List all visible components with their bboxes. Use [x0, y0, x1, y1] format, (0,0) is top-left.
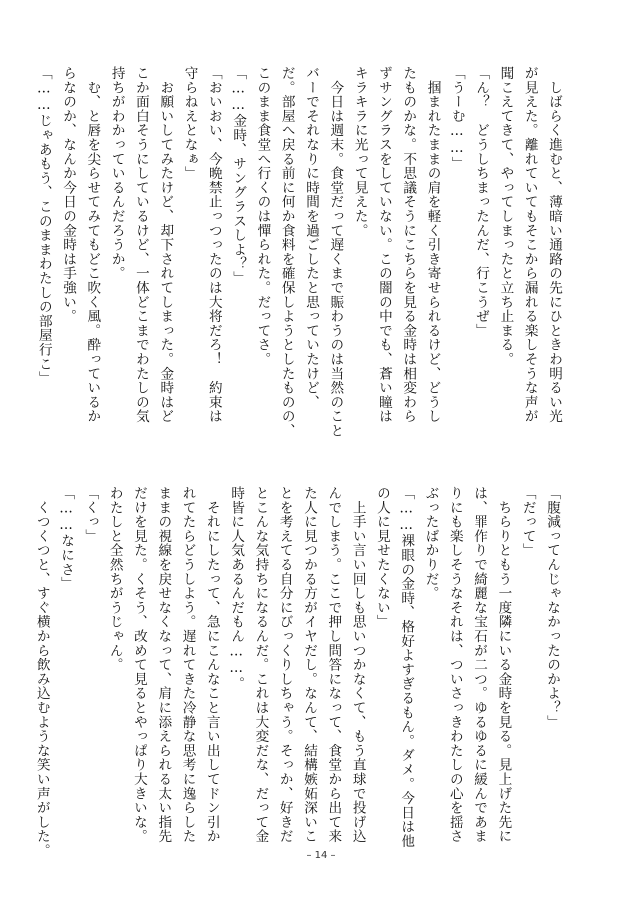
text-line: りにも楽しそうなそれは、ついさっきわたしの心を揺さ	[446, 486, 463, 844]
text-line: 「……金時、サングラスしよ？」	[230, 66, 247, 286]
text-line: とこんな気持ちになるんだ。これは大変だな、だって金	[252, 486, 269, 844]
text-line: このまま食堂へ行くのは憚られた。だってさ。	[254, 66, 271, 367]
text-line: 「ん？ どうしちまったんだ、行こうぜ」	[473, 66, 490, 338]
text-line: れてたらどうしよう。遅れてきた冷静な思考に逸らした	[179, 486, 196, 844]
text-line: とを考えてる自分にびっくりしちゃう。そっか、好きだ	[276, 486, 293, 844]
page-number: – 14 –	[306, 850, 336, 861]
text-line: は、罪作りで綺麗な宝石が二つ。ゆるゆるに緩んであま	[471, 486, 488, 844]
text-line: 「……じゃあもう、このままわたしの部屋行こ」	[35, 66, 52, 386]
text-line: の人に見せたくない」	[373, 486, 390, 629]
text-line: バーでそれなりに時間を過ごしたと思っていたけど、	[303, 66, 320, 410]
text-line: む、と唇を尖らせてみてもどこ吹く風。酔っているか	[84, 66, 101, 424]
text-line: キラキラに光って見えた。	[351, 66, 368, 238]
text-line: お願いしてみたけど、却下されてしまった。金時はど	[157, 66, 174, 424]
text-line: 「……裸眼の金時、格好よすぎるもん。ダメ。今日は他	[398, 486, 415, 849]
text-line: ずサングラスをしていない。この闇の中でも、蒼い瞳は	[375, 66, 392, 424]
text-line: 「おいおい、今晩禁止っつったのは大将だろ！ 約束は	[205, 66, 222, 424]
text-line: だ。部屋へ戻る前に何か食料を確保しようとしたものの、	[278, 66, 295, 438]
text-line: 「うーむ……」	[448, 66, 465, 171]
text-line: 「くっ」	[82, 486, 99, 544]
text-line: だけを見た。くそう、改めて見るとやっぱり大きいな。	[130, 486, 147, 844]
text-line: んでしまう。ここで押し問答になって、食堂から出て来	[325, 486, 342, 844]
text-line: 上手い言い回しも思いつかなくて、もう直球で投げ込	[349, 486, 366, 844]
text-line: しばらく進むと、薄暗い通路の先にひときわ明るい光	[546, 66, 562, 424]
text-line: 「……なにさ」	[58, 486, 75, 591]
text-block-top	[31, 66, 566, 438]
text-line: 守らねえとなぁ」	[181, 66, 198, 181]
text-line: 掴まれたままの肩を軽く引き寄せられるけど、どうし	[424, 66, 441, 424]
text-line: 持ちがわかっているんだろうか。	[108, 66, 125, 281]
text-line: 聞こえてきて、やってしまったと立ち止まる。	[497, 66, 514, 367]
text-line: こか面白そうにしているけど、一体どこまでわたしの気	[132, 66, 149, 424]
text-line: ままの視線を戻せなくなって、肩に添えられる太い指先	[155, 486, 172, 844]
text-line: それにしたって、急にこんなこと言い出してドン引か	[203, 486, 220, 844]
text-line: たものかな。不思議そうにこちらを見る金時は相変わら	[400, 66, 417, 424]
text-line: 時皆に人気あるんだもん……。	[228, 486, 245, 691]
text-line: 「だって」	[519, 486, 536, 558]
text-line: が見えた。離れていてもそこから漏れる楽しそうな声が	[521, 66, 538, 424]
text-line: た人に見つかる方がイヤだし。なんて、結構嫉妬深いこ	[301, 486, 318, 844]
text-line: らなのか、なんか今日の金時は手強い。	[60, 66, 77, 324]
text-line: 「腹減ってんじゃなかったのかよ？」	[544, 486, 560, 730]
text-line: ぶったばかりだ。	[422, 486, 439, 601]
text-line: くつくつと、すぐ横から飲み込むような笑い声がした。	[33, 486, 50, 858]
text-line: 今日は週末。食堂だって遅くまで賑わうのは当然のこと	[327, 66, 344, 438]
text-line: ちらりともう一度隣にいる金時を見る。見上げた先に	[495, 486, 512, 844]
text-line: わたしと全然ちがうじゃん。	[106, 486, 123, 672]
